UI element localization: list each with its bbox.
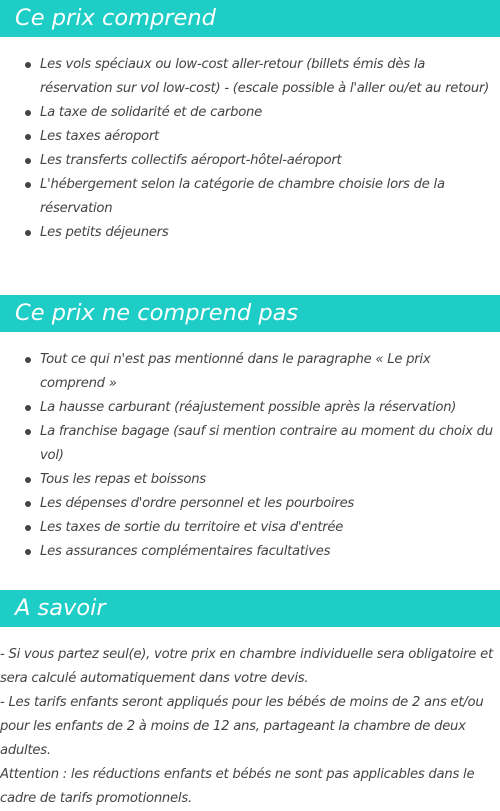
section-header-price-excludes <box>0 295 500 332</box>
good-to-know-text <box>0 643 500 811</box>
section-header-good-to-know <box>0 590 500 627</box>
list-item: La franchise bagage (sauf si mention contraire au moment du choix du vol) <box>0 420 500 468</box>
price-includes-list <box>0 53 500 245</box>
list-item: Les transferts collectifs aéroport-hôtel-aéroport <box>0 149 500 173</box>
list-item: Tout ce qui n'est pas mentionné dans le paragraphe « Le prix comprend » <box>0 348 500 396</box>
list-item: Tous les repas et boissons <box>0 468 500 492</box>
list-item: Les taxes de sortie du territoire et visa d'entrée <box>0 516 500 540</box>
section-title: A savoir <box>15 595 106 621</box>
list-item: Les vols spéciaux ou low-cost aller-retour (billets émis dès la réservation sur vol low-cost) - (escale possible à l'aller ou/et au retour) <box>0 53 500 101</box>
list-item: Les taxes aéroport <box>0 125 500 149</box>
info-paragraph: - Les tarifs enfants seront appliqués pour les bébés de moins de 2 ans et/ou pour les enfants de 2 à moins de 12 ans, partageant la chambre de deux adultes. <box>0 695 484 758</box>
info-paragraph: - Si vous partez seul(e), votre prix en chambre individuelle sera obligatoire et sera calculé automatiquement dans votre devis. <box>0 647 493 686</box>
section-header-price-includes <box>0 0 500 37</box>
section-title: Ce prix comprend <box>15 5 216 31</box>
list-item: Les petits déjeuners <box>0 221 500 245</box>
list-item: L'hébergement selon la catégorie de chambre choisie lors de la réservation <box>0 173 500 221</box>
list-item: La hausse carburant (réajustement possible après la réservation) <box>0 396 500 420</box>
list-item: Les assurances complémentaires facultatives <box>0 540 500 564</box>
list-item: Les dépenses d'ordre personnel et les pourboires <box>0 492 500 516</box>
section-title: Ce prix ne comprend pas <box>15 300 299 326</box>
info-paragraph: Attention : les réductions enfants et bébés ne sont pas applicables dans le cadre de tarifs promotionnels. <box>0 767 475 806</box>
price-excludes-list <box>0 348 500 564</box>
list-item: La taxe de solidarité et de carbone <box>0 101 500 125</box>
